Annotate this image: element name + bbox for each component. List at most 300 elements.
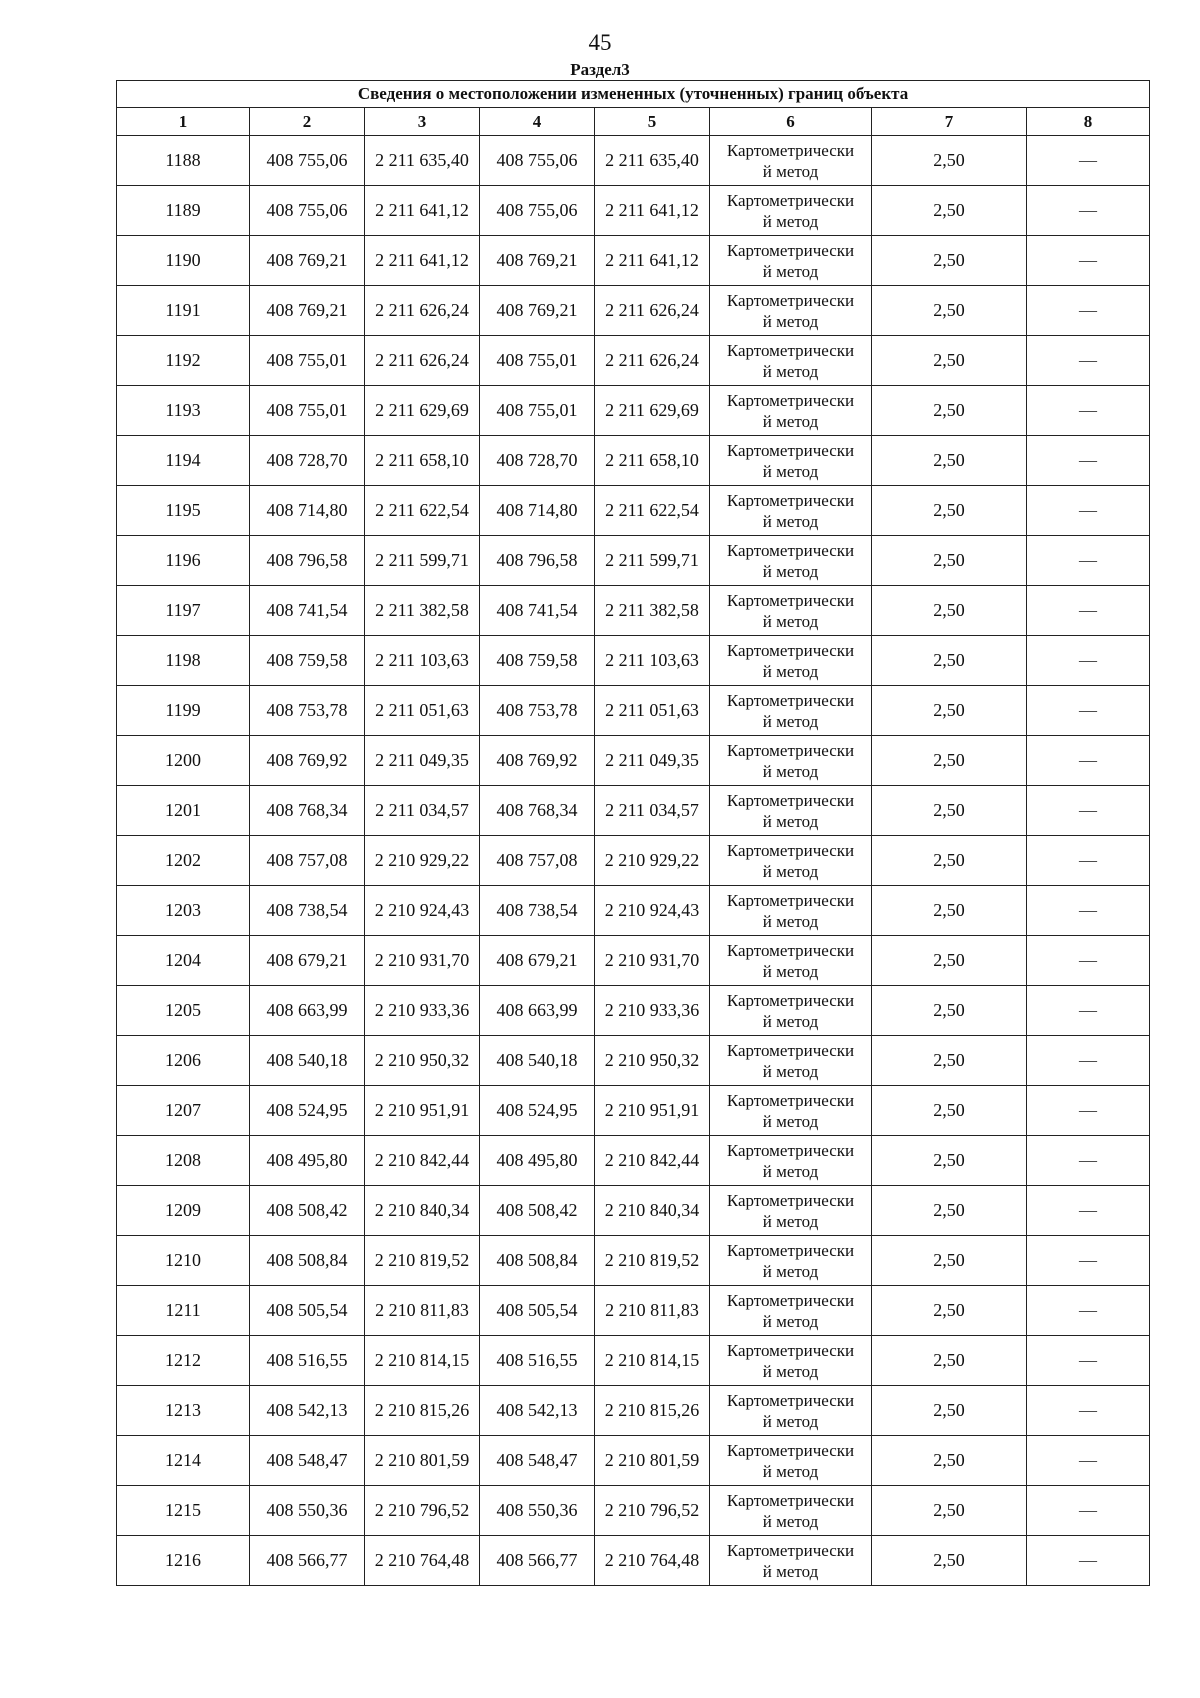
x-new-cell: 408 679,21 [480, 936, 595, 986]
method-text-line: Картометрически [726, 640, 855, 660]
point-number-cell: 1214 [117, 1436, 250, 1486]
x-old-cell: 408 769,21 [250, 236, 365, 286]
y-old-cell: 2 211 641,12 [365, 186, 480, 236]
method-cell [710, 936, 872, 986]
y-old-cell: 2 211 622,54 [365, 486, 480, 536]
description-cell: — [1027, 986, 1150, 1036]
accuracy-cell: 2,50 [872, 686, 1027, 736]
y-new-cell: 2 211 051,63 [595, 686, 710, 736]
method-cell [710, 236, 872, 286]
method-text-line: й метод [762, 761, 819, 781]
method-cell [710, 1086, 872, 1136]
x-old-cell: 408 757,08 [250, 836, 365, 886]
table-row [117, 736, 1150, 786]
method-text-line: Картометрически [726, 1190, 855, 1210]
method-cell [710, 586, 872, 636]
y-old-cell: 2 211 641,12 [365, 236, 480, 286]
method-cell [710, 1536, 872, 1586]
method-text-line: Картометрически [726, 590, 855, 610]
y-new-cell: 2 211 658,10 [595, 436, 710, 486]
table-row [117, 436, 1150, 486]
description-cell: — [1027, 486, 1150, 536]
x-new-cell: 408 542,13 [480, 1386, 595, 1436]
method-text-line: Картометрически [726, 240, 855, 260]
x-new-cell: 408 759,58 [480, 636, 595, 686]
y-new-cell: 2 210 801,59 [595, 1436, 710, 1486]
x-old-cell: 408 769,21 [250, 286, 365, 336]
column-number: 6 [710, 108, 872, 136]
method-text-line: Картометрически [726, 490, 855, 510]
description-cell: — [1027, 236, 1150, 286]
y-old-cell: 2 210 950,32 [365, 1036, 480, 1086]
y-new-cell: 2 211 034,57 [595, 786, 710, 836]
description-cell: — [1027, 586, 1150, 636]
point-number-cell: 1209 [117, 1186, 250, 1236]
y-new-cell: 2 210 796,52 [595, 1486, 710, 1536]
x-old-cell: 408 548,47 [250, 1436, 365, 1486]
method-text-line: Картометрически [726, 290, 855, 310]
table-row [117, 486, 1150, 536]
description-cell: — [1027, 536, 1150, 586]
method-text-line: Картометрически [726, 340, 855, 360]
method-cell [710, 336, 872, 386]
x-new-cell: 408 566,77 [480, 1536, 595, 1586]
column-numbers-row [117, 108, 1150, 136]
description-cell: — [1027, 936, 1150, 986]
description-cell: — [1027, 1136, 1150, 1186]
method-cell [710, 486, 872, 536]
table-row [117, 1286, 1150, 1336]
accuracy-cell: 2,50 [872, 1486, 1027, 1536]
x-new-cell: 408 768,34 [480, 786, 595, 836]
x-old-cell: 408 663,99 [250, 986, 365, 1036]
y-old-cell: 2 210 842,44 [365, 1136, 480, 1186]
table-row [117, 636, 1150, 686]
x-old-cell: 408 679,21 [250, 936, 365, 986]
y-old-cell: 2 211 658,10 [365, 436, 480, 486]
point-number-cell: 1210 [117, 1236, 250, 1286]
x-old-cell: 408 524,95 [250, 1086, 365, 1136]
accuracy-cell: 2,50 [872, 1386, 1027, 1436]
description-cell: — [1027, 286, 1150, 336]
method-cell [710, 886, 872, 936]
method-text-line: Картометрически [726, 1240, 855, 1260]
table-caption: Сведения о местоположении измененных (уточненных) границ объекта [117, 81, 1150, 108]
y-old-cell: 2 210 811,83 [365, 1286, 480, 1336]
accuracy-cell: 2,50 [872, 936, 1027, 986]
table-row [117, 986, 1150, 1036]
x-old-cell: 408 753,78 [250, 686, 365, 736]
table-row [117, 186, 1150, 236]
y-new-cell: 2 210 840,34 [595, 1186, 710, 1236]
method-text-line: Картометрически [726, 190, 855, 210]
method-text-line: й метод [762, 1311, 819, 1331]
method-text-line: й метод [762, 1411, 819, 1431]
accuracy-cell: 2,50 [872, 1536, 1027, 1586]
accuracy-cell: 2,50 [872, 786, 1027, 836]
table-row [117, 1436, 1150, 1486]
method-cell [710, 636, 872, 686]
y-old-cell: 2 210 929,22 [365, 836, 480, 886]
x-new-cell: 408 753,78 [480, 686, 595, 736]
method-text-line: й метод [762, 1511, 819, 1531]
point-number-cell: 1213 [117, 1386, 250, 1436]
method-text-line: Картометрически [726, 1090, 855, 1110]
description-cell: — [1027, 686, 1150, 736]
x-old-cell: 408 769,92 [250, 736, 365, 786]
x-old-cell: 408 741,54 [250, 586, 365, 636]
method-text-line: й метод [762, 461, 819, 481]
y-new-cell: 2 211 049,35 [595, 736, 710, 786]
x-old-cell: 408 516,55 [250, 1336, 365, 1386]
x-old-cell: 408 728,70 [250, 436, 365, 486]
method-text-line: Картометрически [726, 1440, 855, 1460]
x-new-cell: 408 738,54 [480, 886, 595, 936]
x-old-cell: 408 755,06 [250, 136, 365, 186]
accuracy-cell: 2,50 [872, 1336, 1027, 1386]
x-new-cell: 408 524,95 [480, 1086, 595, 1136]
point-number-cell: 1198 [117, 636, 250, 686]
accuracy-cell: 2,50 [872, 1236, 1027, 1286]
accuracy-cell: 2,50 [872, 386, 1027, 436]
accuracy-cell: 2,50 [872, 886, 1027, 936]
method-text-line: й метод [762, 411, 819, 431]
accuracy-cell: 2,50 [872, 536, 1027, 586]
method-cell [710, 536, 872, 586]
method-text-line: й метод [762, 711, 819, 731]
table-row [117, 586, 1150, 636]
method-cell [710, 786, 872, 836]
accuracy-cell: 2,50 [872, 836, 1027, 886]
description-cell: — [1027, 1336, 1150, 1386]
x-old-cell: 408 768,34 [250, 786, 365, 836]
point-number-cell: 1196 [117, 536, 250, 586]
column-number: 1 [117, 108, 250, 136]
x-old-cell: 408 755,01 [250, 386, 365, 436]
table-row [117, 1186, 1150, 1236]
y-new-cell: 2 210 929,22 [595, 836, 710, 886]
y-new-cell: 2 211 599,71 [595, 536, 710, 586]
y-old-cell: 2 210 931,70 [365, 936, 480, 986]
point-number-cell: 1199 [117, 686, 250, 736]
y-old-cell: 2 211 599,71 [365, 536, 480, 586]
x-old-cell: 408 759,58 [250, 636, 365, 686]
point-number-cell: 1190 [117, 236, 250, 286]
table-row [117, 1136, 1150, 1186]
coordinates-table [116, 80, 1150, 1586]
method-cell [710, 1386, 872, 1436]
y-old-cell: 2 210 801,59 [365, 1436, 480, 1486]
table-row [117, 886, 1150, 936]
accuracy-cell: 2,50 [872, 336, 1027, 386]
x-new-cell: 408 495,80 [480, 1136, 595, 1186]
table-row [117, 786, 1150, 836]
x-new-cell: 408 548,47 [480, 1436, 595, 1486]
accuracy-cell: 2,50 [872, 236, 1027, 286]
method-text-line: й метод [762, 611, 819, 631]
method-cell [710, 986, 872, 1036]
y-new-cell: 2 210 819,52 [595, 1236, 710, 1286]
y-new-cell: 2 210 815,26 [595, 1386, 710, 1436]
method-text-line: й метод [762, 1461, 819, 1481]
method-text-line: й метод [762, 1261, 819, 1281]
y-old-cell: 2 210 796,52 [365, 1486, 480, 1536]
accuracy-cell: 2,50 [872, 986, 1027, 1036]
y-old-cell: 2 211 382,58 [365, 586, 480, 636]
method-text-line: й метод [762, 311, 819, 331]
x-new-cell: 408 755,06 [480, 186, 595, 236]
column-number: 3 [365, 108, 480, 136]
table-caption-row [117, 81, 1150, 108]
x-old-cell: 408 755,06 [250, 186, 365, 236]
section-title: Раздел3 [570, 60, 630, 79]
point-number-cell: 1216 [117, 1536, 250, 1586]
point-number-cell: 1192 [117, 336, 250, 386]
point-number-cell: 1211 [117, 1286, 250, 1336]
y-new-cell: 2 211 622,54 [595, 486, 710, 536]
y-old-cell: 2 210 933,36 [365, 986, 480, 1036]
description-cell: — [1027, 336, 1150, 386]
x-new-cell: 408 516,55 [480, 1336, 595, 1386]
accuracy-cell: 2,50 [872, 636, 1027, 686]
y-old-cell: 2 210 815,26 [365, 1386, 480, 1436]
method-text-line: й метод [762, 1061, 819, 1081]
column-number: 7 [872, 108, 1027, 136]
method-text-line: Картометрически [726, 840, 855, 860]
method-cell [710, 1336, 872, 1386]
method-text-line: й метод [762, 511, 819, 531]
method-text-line: й метод [762, 1161, 819, 1181]
method-text-line: Картометрически [726, 690, 855, 710]
accuracy-cell: 2,50 [872, 1436, 1027, 1486]
method-text-line: й метод [762, 1561, 819, 1581]
x-new-cell: 408 755,01 [480, 336, 595, 386]
y-new-cell: 2 211 382,58 [595, 586, 710, 636]
point-number-cell: 1207 [117, 1086, 250, 1136]
x-new-cell: 408 663,99 [480, 986, 595, 1036]
x-old-cell: 408 714,80 [250, 486, 365, 536]
point-number-cell: 1203 [117, 886, 250, 936]
accuracy-cell: 2,50 [872, 736, 1027, 786]
method-text-line: Картометрически [726, 1340, 855, 1360]
point-number-cell: 1206 [117, 1036, 250, 1086]
table-row [117, 1386, 1150, 1436]
point-number-cell: 1202 [117, 836, 250, 886]
y-old-cell: 2 210 840,34 [365, 1186, 480, 1236]
x-old-cell: 408 796,58 [250, 536, 365, 586]
method-text-line: Картометрически [726, 990, 855, 1010]
method-text-line: й метод [762, 811, 819, 831]
x-old-cell: 408 540,18 [250, 1036, 365, 1086]
y-old-cell: 2 211 051,63 [365, 686, 480, 736]
accuracy-cell: 2,50 [872, 136, 1027, 186]
column-number: 4 [480, 108, 595, 136]
description-cell: — [1027, 1436, 1150, 1486]
table-row [117, 136, 1150, 186]
description-cell: — [1027, 1286, 1150, 1336]
x-new-cell: 408 714,80 [480, 486, 595, 536]
table-body [117, 136, 1150, 1586]
description-cell: — [1027, 436, 1150, 486]
x-new-cell: 408 769,92 [480, 736, 595, 786]
method-text-line: Картометрически [726, 1290, 855, 1310]
method-text-line: й метод [762, 161, 819, 181]
method-text-line: й метод [762, 211, 819, 231]
table-row [117, 536, 1150, 586]
y-new-cell: 2 211 629,69 [595, 386, 710, 436]
accuracy-cell: 2,50 [872, 1086, 1027, 1136]
table-row [117, 836, 1150, 886]
y-new-cell: 2 211 626,24 [595, 336, 710, 386]
point-number-cell: 1193 [117, 386, 250, 436]
method-text-line: й метод [762, 1361, 819, 1381]
method-cell [710, 836, 872, 886]
method-text-line: й метод [762, 1011, 819, 1031]
accuracy-cell: 2,50 [872, 586, 1027, 636]
description-cell: — [1027, 836, 1150, 886]
table-row [117, 1486, 1150, 1536]
point-number-cell: 1189 [117, 186, 250, 236]
column-number: 2 [250, 108, 365, 136]
x-new-cell: 408 508,84 [480, 1236, 595, 1286]
method-text-line: й метод [762, 1211, 819, 1231]
description-cell: — [1027, 1536, 1150, 1586]
y-new-cell: 2 210 842,44 [595, 1136, 710, 1186]
point-number-cell: 1195 [117, 486, 250, 536]
y-old-cell: 2 210 951,91 [365, 1086, 480, 1136]
x-new-cell: 408 757,08 [480, 836, 595, 886]
method-text-line: й метод [762, 861, 819, 881]
method-text-line: Картометрически [726, 1490, 855, 1510]
x-old-cell: 408 550,36 [250, 1486, 365, 1536]
x-old-cell: 408 508,84 [250, 1236, 365, 1286]
method-cell [710, 1186, 872, 1236]
method-text-line: Картометрически [726, 1140, 855, 1160]
y-old-cell: 2 211 034,57 [365, 786, 480, 836]
accuracy-cell: 2,50 [872, 1036, 1027, 1086]
point-number-cell: 1205 [117, 986, 250, 1036]
y-new-cell: 2 210 814,15 [595, 1336, 710, 1386]
method-cell [710, 136, 872, 186]
y-old-cell: 2 211 626,24 [365, 336, 480, 386]
method-cell [710, 1286, 872, 1336]
x-old-cell: 408 542,13 [250, 1386, 365, 1436]
description-cell: — [1027, 1086, 1150, 1136]
page-number: 45 [588, 30, 612, 55]
method-cell [710, 1036, 872, 1086]
y-old-cell: 2 210 814,15 [365, 1336, 480, 1386]
method-text-line: Картометрически [726, 1390, 855, 1410]
method-text-line: Картометрически [726, 440, 855, 460]
table-row [117, 1036, 1150, 1086]
description-cell: — [1027, 736, 1150, 786]
method-cell [710, 1486, 872, 1536]
y-new-cell: 2 211 641,12 [595, 186, 710, 236]
accuracy-cell: 2,50 [872, 436, 1027, 486]
table-row [117, 1236, 1150, 1286]
description-cell: — [1027, 1036, 1150, 1086]
method-text-line: й метод [762, 961, 819, 981]
x-new-cell: 408 540,18 [480, 1036, 595, 1086]
x-new-cell: 408 755,06 [480, 136, 595, 186]
description-cell: — [1027, 1186, 1150, 1236]
x-new-cell: 408 505,54 [480, 1286, 595, 1336]
accuracy-cell: 2,50 [872, 186, 1027, 236]
method-cell [710, 386, 872, 436]
table-row [117, 1336, 1150, 1386]
method-cell [710, 1436, 872, 1486]
point-number-cell: 1201 [117, 786, 250, 836]
point-number-cell: 1188 [117, 136, 250, 186]
y-new-cell: 2 210 950,32 [595, 1036, 710, 1086]
x-old-cell: 408 566,77 [250, 1536, 365, 1586]
table-row [117, 386, 1150, 436]
accuracy-cell: 2,50 [872, 1136, 1027, 1186]
point-number-cell: 1204 [117, 936, 250, 986]
method-text-line: й метод [762, 261, 819, 281]
y-old-cell: 2 210 764,48 [365, 1536, 480, 1586]
x-new-cell: 408 508,42 [480, 1186, 595, 1236]
description-cell: — [1027, 1486, 1150, 1536]
x-old-cell: 408 738,54 [250, 886, 365, 936]
table-row [117, 286, 1150, 336]
y-new-cell: 2 211 103,63 [595, 636, 710, 686]
point-number-cell: 1200 [117, 736, 250, 786]
method-text-line: Картометрически [726, 540, 855, 560]
y-new-cell: 2 210 764,48 [595, 1536, 710, 1586]
point-number-cell: 1212 [117, 1336, 250, 1386]
y-new-cell: 2 211 635,40 [595, 136, 710, 186]
x-new-cell: 408 769,21 [480, 236, 595, 286]
table-row [117, 236, 1150, 286]
column-number: 5 [595, 108, 710, 136]
method-text-line: Картометрически [726, 890, 855, 910]
y-old-cell: 2 210 819,52 [365, 1236, 480, 1286]
point-number-cell: 1215 [117, 1486, 250, 1536]
y-new-cell: 2 210 811,83 [595, 1286, 710, 1336]
y-new-cell: 2 210 933,36 [595, 986, 710, 1036]
y-old-cell: 2 211 049,35 [365, 736, 480, 786]
method-text-line: Картометрически [726, 1040, 855, 1060]
method-text-line: Картометрически [726, 1540, 855, 1560]
point-number-cell: 1208 [117, 1136, 250, 1186]
point-number-cell: 1191 [117, 286, 250, 336]
table-row [117, 1086, 1150, 1136]
accuracy-cell: 2,50 [872, 1286, 1027, 1336]
x-old-cell: 408 495,80 [250, 1136, 365, 1186]
method-text-line: Картометрически [726, 740, 855, 760]
method-cell [710, 686, 872, 736]
x-old-cell: 408 505,54 [250, 1286, 365, 1336]
x-new-cell: 408 550,36 [480, 1486, 595, 1536]
y-old-cell: 2 210 924,43 [365, 886, 480, 936]
point-number-cell: 1197 [117, 586, 250, 636]
x-old-cell: 408 508,42 [250, 1186, 365, 1236]
method-cell [710, 736, 872, 786]
x-new-cell: 408 769,21 [480, 286, 595, 336]
accuracy-cell: 2,50 [872, 1186, 1027, 1236]
method-text-line: й метод [762, 361, 819, 381]
table-row [117, 686, 1150, 736]
method-text-line: й метод [762, 661, 819, 681]
method-text-line: Картометрически [726, 140, 855, 160]
description-cell: — [1027, 1236, 1150, 1286]
column-number: 8 [1027, 108, 1150, 136]
table-row [117, 936, 1150, 986]
method-text-line: й метод [762, 1111, 819, 1131]
description-cell: — [1027, 636, 1150, 686]
table-row [117, 1536, 1150, 1586]
